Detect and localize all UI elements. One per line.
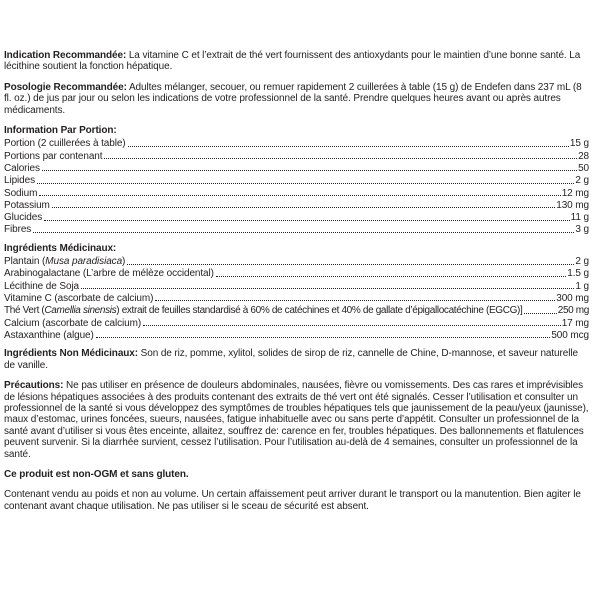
dot-leader [33, 232, 574, 233]
dot-leader [44, 220, 570, 221]
portion-row-value: 12 mg [561, 187, 589, 199]
portion-row-label: Potassium [4, 199, 50, 211]
ingredient-value: 2 g [575, 256, 589, 268]
portion-row-label: Glucides [4, 212, 43, 224]
posologie-label: Posologie Recommandée: [4, 81, 127, 93]
ingredient-value: 300 mg [556, 293, 589, 304]
ingredient-value: 1 g [575, 280, 589, 292]
dot-leader [42, 170, 577, 171]
latin-name: Camellia sinensis [44, 305, 117, 317]
product-label [4, 50, 589, 521]
ingredient-name-end: ) extrait de feuilles standardisé à 60% de catéchines et 40% de gallate d’épigallocatéchine (EGCG)] [116, 305, 523, 317]
portion-row-value: 2 g [575, 175, 589, 187]
posologie-text: Adultes mélanger, secouer, ou remuer rapidement 2 cuillerées à table (15 g) de Endefen dans 237 mL (8 fl. oz.) de jus par jour ou selon les indications de votre professionnel de la santé. Prendre quelques heures avant ou après autres médicaments. [4, 81, 582, 116]
portion-row [4, 137, 589, 149]
ingredient-row [4, 304, 589, 316]
ingredient-row [4, 317, 589, 329]
ingredient-label: Lécithine de Soja [4, 280, 80, 292]
dot-leader [128, 146, 569, 147]
ingredient-label: Arabinogalactane (L’arbre de mélèze occidental) [4, 268, 214, 280]
ingredient-row [4, 292, 589, 304]
portion-row-label: Portions par contenant [4, 150, 103, 162]
ingredient-label: Astaxanthine (algue) [4, 329, 94, 341]
ingredient-label: Vitamine C (ascorbate de calcium) [4, 293, 154, 304]
portion-row-label: Lipides [4, 175, 35, 187]
portion-row-label: Calories [4, 162, 40, 174]
portion-row [4, 224, 589, 236]
portion-row-value: 50 [578, 162, 589, 174]
portion-row-value: 15 g [569, 138, 589, 150]
portion-row-value: 11 g [570, 212, 589, 224]
dot-leader [524, 313, 556, 314]
portion-row-value: 3 g [575, 224, 589, 236]
portion-row [4, 162, 589, 174]
contenant-paragraph: Contenant vendu au poids et non au volume. Un certain affaissement peut arriver durant le transport ou la manutention. Bien agiter le contenant avant chaque utilisation. Ne pas utiliser si le sceau de sécurité est absent. [4, 489, 581, 512]
posologie-paragraph [4, 82, 589, 116]
dot-leader [96, 337, 551, 338]
ingredient-value: 1.5 g [567, 268, 589, 280]
ingredient-row [4, 329, 589, 341]
portion-row [4, 211, 589, 223]
dot-leader [37, 183, 574, 184]
ingredient-row [4, 255, 589, 267]
dot-leader [81, 288, 574, 289]
portion-row [4, 187, 589, 199]
dot-leader [39, 195, 560, 196]
ingredient-name: Plantain ( [4, 256, 46, 268]
indication-text: La vitamine C et l’extrait de thé vert fournissent des antioxydants pour le maintien d’une bonne santé. La lécithine soutient la fonction hépatique. [4, 50, 581, 73]
precautions-label: Précautions: [4, 380, 64, 392]
dot-leader [216, 276, 566, 277]
ingredient-value: 250 mg [557, 305, 589, 317]
portion-row [4, 174, 589, 186]
ogm-statement [4, 469, 589, 480]
precautions-paragraph [4, 380, 589, 460]
indication-label: Indication Recommandée: [4, 50, 127, 61]
portion-heading: Information Par Portion: [4, 125, 117, 137]
dot-leader [52, 207, 555, 208]
ingredient-name-end: ) [122, 256, 126, 268]
precautions-text: Ne pas utiliser en présence de douleurs abdominales, nausées, fièvre ou vomissements. Des cas rares et imprévisibles de lésions hépatiques associées à des produits contenant des extraits de thé vert ont été signalés. Cesser l’utilisation et consulter un professionnel de la santé si vous développez des symptômes de troubles hépatiques tels que jaunissement de la peau/yeux (jaunisse), maux d’estomac, urines foncées, sueurs, nausées, fatigue inhabituelle avec ou sans perte d’appétit. Consulter un professionnel de la santé avant d’utiliser si vous êtes enceinte, allaitez, souffrez de: carence en fer, troubles hépatiques. Des ballonnements et flatulences peuvent survenir. Si la diarrhée survient, cessez l’utilisation. Pour l’utilisation au-delà de 4 semaines, consulter un professionnel de la santé. [4, 380, 589, 460]
ingredient-name: Thé Vert ( [4, 305, 45, 317]
dot-leader [127, 264, 574, 265]
latin-name: Musa paradisiaca [45, 256, 123, 268]
non-medicinaux-text: Son de riz, pomme, xylitol, solides de sirop de riz, cannelle de Chine, D-mannose, et saveur naturelle de vanille. [4, 348, 578, 371]
ingredient-label: Calcium (ascorbate de calcium) [4, 317, 142, 329]
portion-row [4, 199, 589, 211]
portion-row-label: Sodium [4, 187, 38, 199]
portion-row-label: Portion (2 cuillerées à table) [4, 138, 126, 150]
ingredient-value: 500 mcg [551, 329, 589, 341]
ingredient-label [4, 305, 522, 316]
ingredient-row [4, 280, 589, 292]
dot-leader [104, 158, 577, 159]
medicinaux-heading: Ingrédients Médicinaux: [4, 242, 117, 254]
medicinaux-section [4, 243, 589, 341]
portion-row-value: 28 [578, 150, 589, 162]
portion-row-label: Fibres [4, 224, 32, 236]
ingredient-row [4, 268, 589, 280]
dot-leader [155, 300, 555, 301]
indication-paragraph [4, 50, 589, 73]
dot-leader [143, 325, 561, 326]
ingredient-value: 17 mg [561, 317, 589, 329]
portion-row-value: 130 mg [556, 199, 589, 211]
portion-row [4, 150, 589, 162]
ingredient-label [4, 256, 125, 267]
ogm-text: Ce produit est non-OGM et sans gluten. [4, 468, 189, 480]
non-medicinaux-label: Ingrédients Non Médicinaux: [4, 348, 138, 360]
non-medicinaux-paragraph [4, 348, 589, 371]
portion-section [4, 125, 589, 236]
